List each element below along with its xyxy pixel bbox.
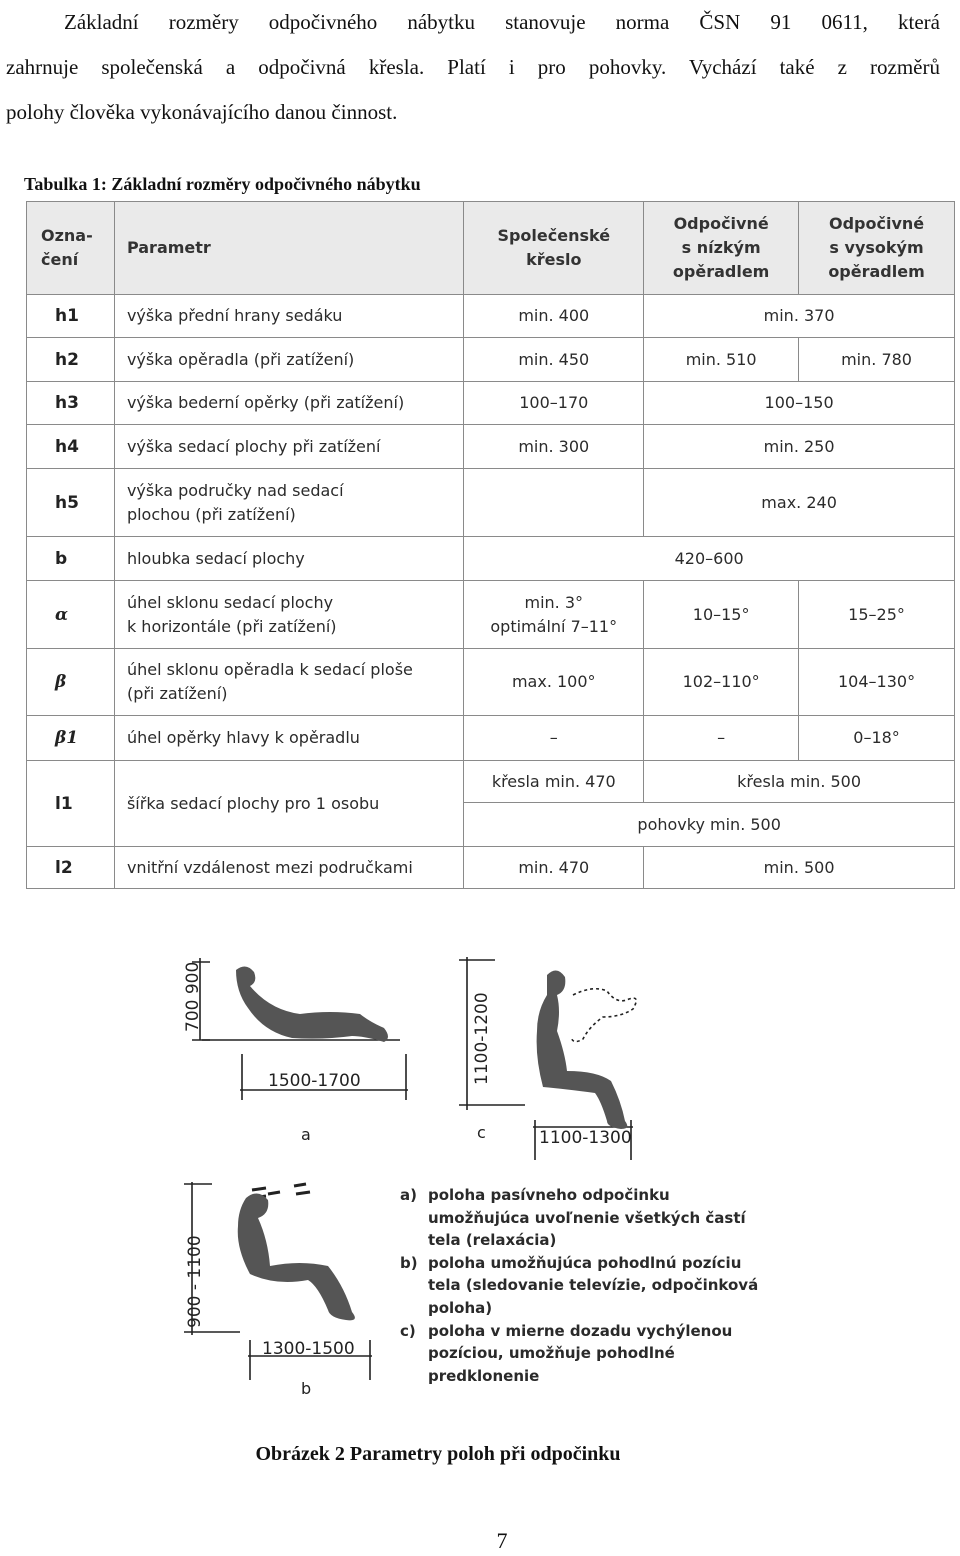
row-code: α [27,581,115,649]
value-social: – [464,716,644,761]
figure-position-a [170,950,430,1150]
dim-width-a: 1500-1700 [268,1071,361,1091]
row-param: šířka sedací plochy pro 1 osobu [114,761,463,847]
figure-legend [400,1184,760,1387]
legend-item-c: c) poloha v mierne dozadu vychýlenou pozíciou, umožňuje pohodlné predklonenie [400,1321,733,1385]
table-caption: Tabulka 1: Základní rozměry odpočivného nábytku [24,174,421,194]
value-low-high: křesla min. 500 [644,761,955,803]
table-row-l2 [27,847,955,889]
header-social-chair: Společenské křeslo [464,202,644,295]
value-sofa: pohovky min. 500 [464,803,955,847]
value-low-high: max. 240 [644,469,955,537]
figure-position-b [170,1170,400,1400]
figure-position-c [455,955,675,1165]
intro-paragraph [6,0,940,135]
row-code: h4 [27,425,115,469]
dim-height-a: 700 900 [183,961,203,1032]
value-low: – [644,716,799,761]
table-header-row [27,202,955,295]
value-high: 15–25° [799,581,955,649]
row-param: hloubka sedací plochy [114,537,463,581]
intro-line-3: polohy člověka vykonávajícího danou činnost. [6,100,398,124]
row-param: výška sedací plochy při zatížení [114,425,463,469]
semi-reclined-figure-silhouette [238,1193,355,1320]
row-code: h5 [27,469,115,537]
row-param: výška područky nad sedací plochou (při zatížení) [114,469,463,537]
furniture-dimensions-table [26,201,955,889]
value-social: min. 450 [464,338,644,382]
upright-figure-silhouette [537,970,628,1129]
dim-height-b: 900 - 1100 [185,1235,205,1328]
row-code: h3 [27,382,115,425]
row-code: β1 [27,716,115,761]
value-social: min. 300 [464,425,644,469]
table-row-h1 [27,295,955,338]
row-code: l1 [27,761,115,847]
value-social: min. 3° optimální 7–11° [464,581,644,649]
row-code: h1 [27,295,115,338]
figure-letter-a: a [301,1125,311,1144]
value-low-high: min. 370 [644,295,955,338]
row-param: úhel sklonu opěradla k sedací ploše (při zatížení) [114,649,463,716]
value-low-high: min. 250 [644,425,955,469]
row-param: úhel opěrky hlavy k opěradlu [114,716,463,761]
intro-line-1: Základní rozměry odpočivného nábytku stanovuje norma ČSN 91 0611, která [64,10,940,34]
row-param: úhel sklonu sedací plochy k horizontále (při zatížení) [114,581,463,649]
value-low-high: 100–150 [644,382,955,425]
table-row-h4 [27,425,955,469]
table-row-h5 [27,469,955,537]
row-param: výška opěradla (při zatížení) [114,338,463,382]
row-code: l2 [27,847,115,889]
table-row-h3 [27,382,955,425]
page-number: 7 [496,1528,508,1553]
value-high: 0–18° [799,716,955,761]
value-social: 100–170 [464,382,644,425]
row-code: β [27,649,115,716]
header-low-back: Odpočivné s nízkým opěradlem [644,202,799,295]
reclined-figure-silhouette [236,966,388,1042]
value-low: 10–15° [644,581,799,649]
value-low-high: min. 500 [644,847,955,889]
table-row-beta [27,649,955,716]
header-code: Ozna- čení [27,202,115,295]
row-code: h2 [27,338,115,382]
value-social: křesla min. 470 [464,761,644,803]
row-param: vnitřní vzdálenost mezi područkami [114,847,463,889]
table-row-alpha [27,581,955,649]
table-row-b [27,537,955,581]
value-high: min. 780 [799,338,955,382]
value-social: max. 100° [464,649,644,716]
legend-item-b: b) poloha umožňujúca pohodlnú pozíciu tela (sledovanie televízie, odpočinková poloha) [400,1253,759,1317]
dim-width-b: 1300-1500 [262,1339,355,1359]
dim-width-c: 1100-1300 [539,1128,632,1148]
figure-letter-b: b [301,1379,312,1398]
value-social: min. 470 [464,847,644,889]
dim-height-c: 1100-1200 [472,992,492,1085]
header-high-back: Odpočivné s vysokým opěradlem [799,202,955,295]
value-social-empty [464,469,644,537]
value-all: 420–600 [464,537,955,581]
figure-letter-c: c [477,1123,486,1142]
figure-caption: Obrázek 2 Parametry poloh při odpočinku [255,1443,621,1465]
row-param: výška bederní opěrky (při zatížení) [114,382,463,425]
intro-line-2: zahrnuje společenská a odpočivná křesla. Platí i pro pohovky. Vychází také z rozměrů [6,55,940,79]
value-social: min. 400 [464,295,644,338]
value-high: 104–130° [799,649,955,716]
row-param: výška přední hrany sedáku [114,295,463,338]
value-low: min. 510 [644,338,799,382]
header-param: Parametr [114,202,463,295]
row-code: b [27,537,115,581]
legend-item-a: a) poloha pasívneho odpočinku umožňujúca uvoľnenie všetkých častí tela (relaxácia) [400,1186,746,1250]
value-low: 102–110° [644,649,799,716]
table-row-l1 [27,761,955,803]
table-row-beta1 [27,716,955,761]
table-row-h2 [27,338,955,382]
